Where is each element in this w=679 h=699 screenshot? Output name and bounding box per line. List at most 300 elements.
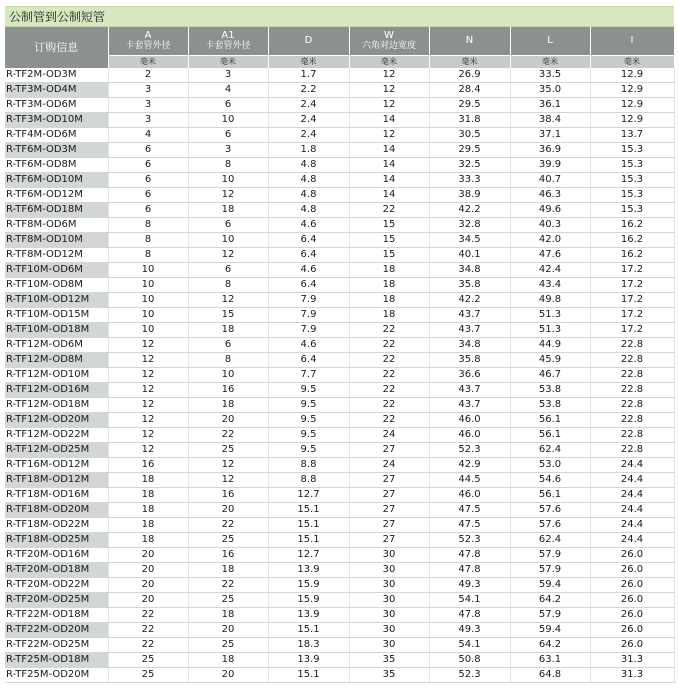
- n-cell: 32.8: [429, 218, 510, 233]
- a-cell: 12: [108, 443, 188, 458]
- w-cell: 18: [349, 278, 429, 293]
- table-row: [5, 278, 674, 293]
- d-cell: 13.9: [268, 563, 349, 578]
- i-cell: 12.9: [590, 98, 674, 113]
- l-cell: 36.9: [510, 143, 590, 158]
- w-cell: 30: [349, 578, 429, 593]
- a1-cell: 18: [188, 203, 268, 218]
- l-cell: 64.8: [510, 668, 590, 683]
- n-cell: 34.5: [429, 233, 510, 248]
- w-cell: 22: [349, 353, 429, 368]
- table-body: [5, 68, 674, 683]
- d-cell: 1.8: [268, 143, 349, 158]
- n-cell: 47.5: [429, 518, 510, 533]
- l-cell: 36.1: [510, 98, 590, 113]
- a-cell: 20: [108, 563, 188, 578]
- w-cell: 27: [349, 503, 429, 518]
- a-cell: 22: [108, 608, 188, 623]
- l-cell: 33.5: [510, 68, 590, 83]
- a1-cell: 10: [188, 233, 268, 248]
- a1-cell: 3: [188, 68, 268, 83]
- i-cell: 26.0: [590, 638, 674, 653]
- table-row: [5, 98, 674, 113]
- table-row: [5, 128, 674, 143]
- l-cell: 57.6: [510, 503, 590, 518]
- n-cell: 34.8: [429, 263, 510, 278]
- table-row: [5, 533, 674, 548]
- n-cell: 29.5: [429, 98, 510, 113]
- table-row: [5, 263, 674, 278]
- d-cell: 8.8: [268, 458, 349, 473]
- a1-cell: 20: [188, 623, 268, 638]
- table-row: [5, 233, 674, 248]
- l-cell: 42.4: [510, 263, 590, 278]
- a1-cell: 20: [188, 413, 268, 428]
- unit-cell: 毫米: [188, 56, 268, 69]
- n-cell: 52.3: [429, 443, 510, 458]
- i-cell: 26.0: [590, 623, 674, 638]
- order-code-cell: R-TF3M-OD4M: [5, 83, 108, 98]
- column-header-label: N: [465, 35, 474, 46]
- table-row: [5, 428, 674, 443]
- w-cell: 35: [349, 653, 429, 668]
- table-row: [5, 443, 674, 458]
- table-row: [5, 608, 674, 623]
- d-cell: 12.7: [268, 548, 349, 563]
- table-row: [5, 473, 674, 488]
- a1-cell: 16: [188, 383, 268, 398]
- n-cell: 52.3: [429, 668, 510, 683]
- column-header-label: L: [547, 35, 553, 46]
- table-row: [5, 398, 674, 413]
- i-cell: 26.0: [590, 608, 674, 623]
- order-code-cell: R-TF12M-OD18M: [5, 398, 108, 413]
- i-cell: 24.4: [590, 518, 674, 533]
- d-cell: 4.8: [268, 158, 349, 173]
- n-cell: 31.8: [429, 113, 510, 128]
- table-row: [5, 203, 674, 218]
- table-row: [5, 458, 674, 473]
- a-cell: 12: [108, 398, 188, 413]
- n-cell: 47.8: [429, 548, 510, 563]
- w-cell: 35: [349, 668, 429, 683]
- a1-cell: 12: [188, 248, 268, 263]
- a1-cell: 10: [188, 368, 268, 383]
- i-cell: 26.0: [590, 563, 674, 578]
- i-cell: 15.3: [590, 158, 674, 173]
- a-cell: 12: [108, 383, 188, 398]
- i-cell: 22.8: [590, 443, 674, 458]
- a1-cell: 12: [188, 458, 268, 473]
- order-code-cell: R-TF12M-OD6M: [5, 338, 108, 353]
- d-cell: 13.9: [268, 653, 349, 668]
- a1-cell: 15: [188, 308, 268, 323]
- w-cell: 14: [349, 188, 429, 203]
- order-code-cell: R-TF3M-OD6M: [5, 98, 108, 113]
- column-header-label: A: [144, 30, 152, 41]
- a1-cell: 18: [188, 323, 268, 338]
- table-row: [5, 218, 674, 233]
- a1-cell: 6: [188, 218, 268, 233]
- order-code-cell: R-TF8M-OD10M: [5, 233, 108, 248]
- table-row: [5, 368, 674, 383]
- n-cell: 35.8: [429, 278, 510, 293]
- table-row: [5, 488, 674, 503]
- a-cell: 18: [108, 533, 188, 548]
- table-row: [5, 353, 674, 368]
- l-cell: 46.3: [510, 188, 590, 203]
- a-cell: 3: [108, 113, 188, 128]
- order-code-cell: R-TF6M-OD18M: [5, 203, 108, 218]
- table-row: [5, 293, 674, 308]
- table-title: 公制管到公制短管: [5, 6, 674, 27]
- i-cell: 31.3: [590, 653, 674, 668]
- l-cell: 57.9: [510, 548, 590, 563]
- i-cell: 22.8: [590, 368, 674, 383]
- table-row: [5, 653, 674, 668]
- w-cell: 22: [349, 338, 429, 353]
- a-cell: 6: [108, 188, 188, 203]
- i-cell: 17.2: [590, 263, 674, 278]
- column-header-label: I: [630, 35, 634, 46]
- a-cell: 4: [108, 128, 188, 143]
- l-cell: 53.8: [510, 398, 590, 413]
- i-cell: 15.3: [590, 188, 674, 203]
- d-cell: 2.4: [268, 128, 349, 143]
- l-cell: 44.9: [510, 338, 590, 353]
- order-code-cell: R-TF12M-OD20M: [5, 413, 108, 428]
- w-cell: 12: [349, 68, 429, 83]
- l-cell: 57.9: [510, 563, 590, 578]
- a1-cell: 20: [188, 668, 268, 683]
- a1-cell: 4: [188, 83, 268, 98]
- d-cell: 1.7: [268, 68, 349, 83]
- d-cell: 13.9: [268, 608, 349, 623]
- a-cell: 3: [108, 98, 188, 113]
- n-cell: 42.2: [429, 293, 510, 308]
- w-cell: 30: [349, 608, 429, 623]
- a-cell: 10: [108, 278, 188, 293]
- table-row: [5, 143, 674, 158]
- a-cell: 2: [108, 68, 188, 83]
- table-row: [5, 638, 674, 653]
- d-cell: 7.7: [268, 368, 349, 383]
- a1-cell: 22: [188, 428, 268, 443]
- w-cell: 24: [349, 428, 429, 443]
- table-row: [5, 113, 674, 128]
- column-header: [510, 27, 590, 56]
- l-cell: 51.3: [510, 308, 590, 323]
- table-row: [5, 158, 674, 173]
- a1-cell: 22: [188, 518, 268, 533]
- a-cell: 6: [108, 173, 188, 188]
- n-cell: 47.5: [429, 503, 510, 518]
- table-row: [5, 548, 674, 563]
- l-cell: 47.6: [510, 248, 590, 263]
- a-cell: 20: [108, 548, 188, 563]
- w-cell: 30: [349, 623, 429, 638]
- a1-cell: 18: [188, 653, 268, 668]
- d-cell: 15.9: [268, 578, 349, 593]
- l-cell: 64.2: [510, 638, 590, 653]
- l-cell: 39.9: [510, 158, 590, 173]
- table-row: [5, 413, 674, 428]
- l-cell: 63.1: [510, 653, 590, 668]
- order-code-cell: R-TF25M-OD20M: [5, 668, 108, 683]
- d-cell: 7.9: [268, 323, 349, 338]
- i-cell: 24.4: [590, 458, 674, 473]
- w-cell: 27: [349, 473, 429, 488]
- order-code-cell: R-TF20M-OD22M: [5, 578, 108, 593]
- n-cell: 35.8: [429, 353, 510, 368]
- a1-cell: 18: [188, 563, 268, 578]
- order-code-cell: R-TF6M-OD8M: [5, 158, 108, 173]
- n-cell: 42.2: [429, 203, 510, 218]
- column-header: [590, 27, 674, 56]
- d-cell: 12.7: [268, 488, 349, 503]
- a-cell: 16: [108, 458, 188, 473]
- w-cell: 12: [349, 128, 429, 143]
- w-cell: 30: [349, 548, 429, 563]
- a-cell: 10: [108, 293, 188, 308]
- l-cell: 38.4: [510, 113, 590, 128]
- d-cell: 9.5: [268, 383, 349, 398]
- l-cell: 54.6: [510, 473, 590, 488]
- a1-cell: 10: [188, 113, 268, 128]
- l-cell: 49.8: [510, 293, 590, 308]
- column-header-sub: 卡套管外径: [125, 41, 171, 51]
- column-header-label: D: [304, 35, 313, 46]
- a1-cell: 18: [188, 398, 268, 413]
- a-cell: 8: [108, 248, 188, 263]
- a-cell: 18: [108, 503, 188, 518]
- d-cell: 2.4: [268, 98, 349, 113]
- n-cell: 47.8: [429, 563, 510, 578]
- n-cell: 46.0: [429, 413, 510, 428]
- a-cell: 6: [108, 143, 188, 158]
- l-cell: 35.0: [510, 83, 590, 98]
- column-header-label: A1: [221, 30, 235, 41]
- a1-cell: 8: [188, 353, 268, 368]
- w-cell: 18: [349, 308, 429, 323]
- w-cell: 15: [349, 218, 429, 233]
- a1-cell: 25: [188, 593, 268, 608]
- table-row: [5, 173, 674, 188]
- a-cell: 18: [108, 518, 188, 533]
- w-cell: 27: [349, 443, 429, 458]
- l-cell: 64.2: [510, 593, 590, 608]
- table-row: [5, 503, 674, 518]
- i-cell: 22.8: [590, 338, 674, 353]
- n-cell: 46.0: [429, 488, 510, 503]
- a1-cell: 8: [188, 158, 268, 173]
- i-cell: 15.3: [590, 173, 674, 188]
- order-code-cell: R-TF10M-OD12M: [5, 293, 108, 308]
- table-row: [5, 383, 674, 398]
- order-code-cell: R-TF18M-OD25M: [5, 533, 108, 548]
- a1-cell: 12: [188, 188, 268, 203]
- a-cell: 8: [108, 218, 188, 233]
- w-cell: 22: [349, 383, 429, 398]
- n-cell: 32.5: [429, 158, 510, 173]
- i-cell: 16.2: [590, 248, 674, 263]
- order-code-cell: R-TF12M-OD10M: [5, 368, 108, 383]
- d-cell: 4.6: [268, 263, 349, 278]
- w-cell: 14: [349, 173, 429, 188]
- d-cell: 2.4: [268, 113, 349, 128]
- a1-cell: 18: [188, 608, 268, 623]
- d-cell: 4.8: [268, 188, 349, 203]
- l-cell: 56.1: [510, 428, 590, 443]
- a-cell: 6: [108, 203, 188, 218]
- i-cell: 31.3: [590, 668, 674, 683]
- order-code-cell: R-TF20M-OD16M: [5, 548, 108, 563]
- order-code-cell: R-TF4M-OD6M: [5, 128, 108, 143]
- column-header-sub: 六角对边宽度: [361, 41, 416, 51]
- order-code-cell: R-TF12M-OD16M: [5, 383, 108, 398]
- l-cell: 40.7: [510, 173, 590, 188]
- order-code-cell: R-TF12M-OD8M: [5, 353, 108, 368]
- a-cell: 10: [108, 263, 188, 278]
- table-row: [5, 668, 674, 683]
- a-cell: 12: [108, 413, 188, 428]
- a1-cell: 25: [188, 638, 268, 653]
- i-cell: 22.8: [590, 398, 674, 413]
- spec-table: [5, 27, 675, 683]
- a1-cell: 25: [188, 533, 268, 548]
- a-cell: 22: [108, 623, 188, 638]
- n-cell: 36.6: [429, 368, 510, 383]
- header-row: [5, 27, 674, 56]
- column-header-sub: 卡套管外径: [205, 41, 251, 51]
- d-cell: 15.1: [268, 518, 349, 533]
- spec-sheet: [5, 6, 674, 683]
- l-cell: 57.9: [510, 608, 590, 623]
- d-cell: 15.1: [268, 623, 349, 638]
- a-cell: 10: [108, 323, 188, 338]
- d-cell: 7.9: [268, 293, 349, 308]
- a-cell: 12: [108, 338, 188, 353]
- a1-cell: 10: [188, 173, 268, 188]
- a1-cell: 3: [188, 143, 268, 158]
- n-cell: 43.7: [429, 323, 510, 338]
- d-cell: 15.1: [268, 503, 349, 518]
- a-cell: 25: [108, 653, 188, 668]
- a1-cell: 6: [188, 98, 268, 113]
- l-cell: 62.4: [510, 533, 590, 548]
- a1-cell: 8: [188, 278, 268, 293]
- order-code-cell: R-TF18M-OD12M: [5, 473, 108, 488]
- table-row: [5, 248, 674, 263]
- order-code-cell: R-TF22M-OD18M: [5, 608, 108, 623]
- l-cell: 40.3: [510, 218, 590, 233]
- a-cell: 3: [108, 83, 188, 98]
- a-cell: 6: [108, 158, 188, 173]
- unit-cell: 毫米: [429, 56, 510, 69]
- n-cell: 30.5: [429, 128, 510, 143]
- column-header: [188, 27, 268, 56]
- i-cell: 24.4: [590, 473, 674, 488]
- order-code-cell: R-TF22M-OD25M: [5, 638, 108, 653]
- order-code-cell: R-TF3M-OD10M: [5, 113, 108, 128]
- order-code-cell: R-TF8M-OD6M: [5, 218, 108, 233]
- i-cell: 22.8: [590, 428, 674, 443]
- l-cell: 56.1: [510, 488, 590, 503]
- i-cell: 13.7: [590, 128, 674, 143]
- i-cell: 24.4: [590, 488, 674, 503]
- table-row: [5, 563, 674, 578]
- i-cell: 12.9: [590, 68, 674, 83]
- n-cell: 50.8: [429, 653, 510, 668]
- d-cell: 9.5: [268, 413, 349, 428]
- order-info-header: 订购信息: [5, 27, 108, 68]
- w-cell: 27: [349, 488, 429, 503]
- order-code-cell: R-TF12M-OD22M: [5, 428, 108, 443]
- table-row: [5, 188, 674, 203]
- d-cell: 6.4: [268, 278, 349, 293]
- i-cell: 17.2: [590, 293, 674, 308]
- n-cell: 33.3: [429, 173, 510, 188]
- n-cell: 26.9: [429, 68, 510, 83]
- order-code-cell: R-TF18M-OD20M: [5, 503, 108, 518]
- n-cell: 49.3: [429, 623, 510, 638]
- i-cell: 24.4: [590, 503, 674, 518]
- w-cell: 22: [349, 203, 429, 218]
- d-cell: 2.2: [268, 83, 349, 98]
- a1-cell: 12: [188, 473, 268, 488]
- a-cell: 8: [108, 233, 188, 248]
- column-header: [429, 27, 510, 56]
- l-cell: 59.4: [510, 623, 590, 638]
- column-header: [268, 27, 349, 56]
- unit-cell: 毫米: [590, 56, 674, 69]
- n-cell: 54.1: [429, 593, 510, 608]
- d-cell: 18.3: [268, 638, 349, 653]
- d-cell: 6.4: [268, 233, 349, 248]
- a1-cell: 16: [188, 548, 268, 563]
- unit-cell: 毫米: [108, 56, 188, 69]
- l-cell: 37.1: [510, 128, 590, 143]
- table-row: [5, 338, 674, 353]
- d-cell: 6.4: [268, 248, 349, 263]
- order-code-cell: R-TF20M-OD25M: [5, 593, 108, 608]
- i-cell: 17.2: [590, 308, 674, 323]
- w-cell: 30: [349, 563, 429, 578]
- w-cell: 12: [349, 98, 429, 113]
- i-cell: 16.2: [590, 233, 674, 248]
- i-cell: 26.0: [590, 548, 674, 563]
- w-cell: 27: [349, 533, 429, 548]
- order-code-cell: R-TF2M-OD3M: [5, 68, 108, 83]
- l-cell: 46.7: [510, 368, 590, 383]
- order-code-cell: R-TF6M-OD10M: [5, 173, 108, 188]
- order-code-cell: R-TF8M-OD12M: [5, 248, 108, 263]
- i-cell: 26.0: [590, 593, 674, 608]
- l-cell: 51.3: [510, 323, 590, 338]
- d-cell: 7.9: [268, 308, 349, 323]
- a-cell: 12: [108, 368, 188, 383]
- a1-cell: 6: [188, 263, 268, 278]
- n-cell: 52.3: [429, 533, 510, 548]
- a-cell: 12: [108, 428, 188, 443]
- d-cell: 15.9: [268, 593, 349, 608]
- d-cell: 4.6: [268, 218, 349, 233]
- d-cell: 4.8: [268, 203, 349, 218]
- d-cell: 4.8: [268, 173, 349, 188]
- w-cell: 22: [349, 413, 429, 428]
- unit-cell: 毫米: [268, 56, 349, 69]
- a-cell: 20: [108, 593, 188, 608]
